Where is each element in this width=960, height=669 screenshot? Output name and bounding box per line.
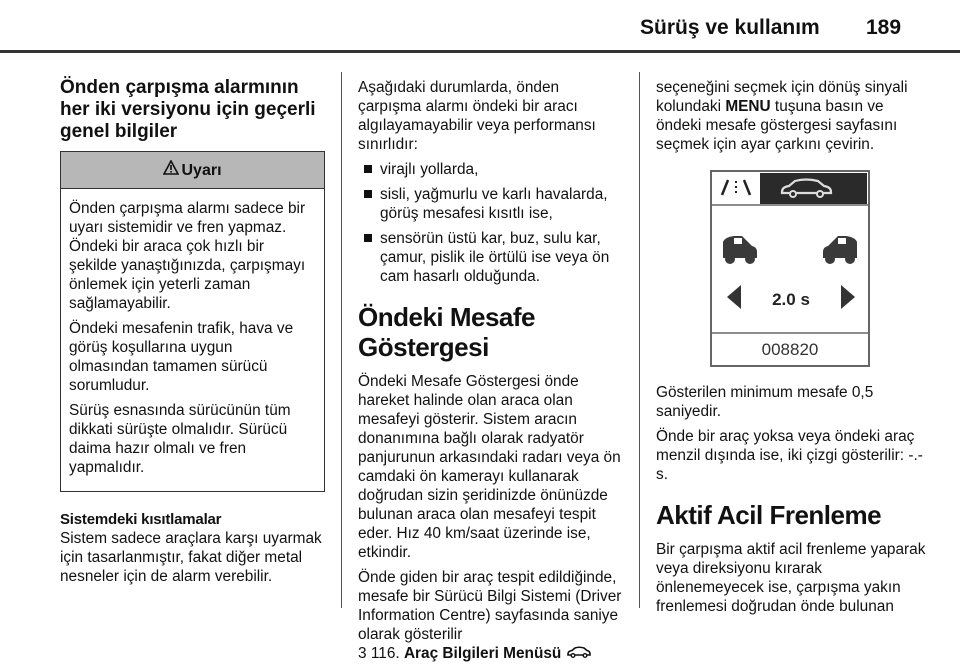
menu-instruction: seçeneğini seçmek için dönüş sinyali kolundaki MENU tuşuna basın ve öndeki mesafe göstergesi sayfasını seçmek için ayar çarkını çevirin. — [656, 79, 908, 153]
column-3 — [656, 78, 926, 622]
warning-triangle-icon — [163, 160, 179, 180]
distance-paragraph-1: Öndeki Mesafe Göstergesi önde hareket halinde olan araca olan mesafeyi gösterir. Sistem aracın donanımına bağlı olarak radyatör panjurunun arkasındaki radarı veya ön camdaki ön kamerayı kullanarak doğrudan sizin şeridinizde önünüzde bulunan araca olan mesafeyi tespit eder. Hız 40 km/saat üzerinde ise, etkindir. — [358, 373, 621, 561]
condition-list — [358, 160, 626, 286]
minimum-distance-text: Gösterilen minimum mesafe 0,5 saniyedir. — [656, 384, 874, 420]
distance-paragraph-2: Önde giden bir araç tespit edildiğinde, mesafe bir Sürücü Bilgi Sistemi (Driver Information Centre) sayfasında saniye olarak gösterilir 3 116. Araç Bilgileri Menüsü — [358, 569, 622, 662]
list-item: virajlı yollarda, — [358, 160, 626, 179]
limitations-text: Sistem sadece araçlara karşı uyarmak için tasarlanmıştır, fakat diğer metal nesneler için de alarm verebilir. — [60, 530, 322, 585]
section-heading-active-braking: Aktif Acil Frenleme — [656, 500, 882, 530]
active-page-tab — [760, 173, 867, 204]
column-divider-2 — [639, 72, 640, 608]
no-vehicle-text: Önde bir araç yoksa veya öndeki araç menzil dışında ise, iki çizgi gösterilir: -.- s. — [656, 428, 923, 483]
warning-label: Uyarı — [181, 161, 222, 179]
warning-header — [61, 152, 324, 189]
column-divider-1 — [341, 72, 342, 608]
section-heading-distance-indicator: Öndeki Mesafe Göstergesi — [358, 302, 536, 362]
distance-display-figure — [710, 170, 870, 367]
page-reference-arrow-icon: 3 — [358, 645, 367, 662]
warning-paragraph: Önden çarpışma alarmı sadece bir uyarı sistemidir ve fren yapmaz. Öndeki bir araca çok hızlı bir şekilde yanaştığınızda, çarpışmayı önlemek için yeterli zaman sağlamayabilir. — [69, 200, 306, 312]
page-reference-title[interactable]: Araç Bilgileri Menüsü — [403, 645, 562, 662]
page-number: 189 — [866, 16, 902, 39]
bullet-square-icon — [364, 190, 372, 198]
warning-paragraph: Öndeki mesafenin trafik, hava ve görüş koşullarına uygun olmasından tamamen sürücü sorumludur. — [69, 320, 294, 394]
menu-button-label: MENU — [725, 98, 771, 115]
car-outline-icon — [566, 644, 592, 663]
column-2 — [358, 78, 626, 669]
subheading-limitations: Sistemdeki kısıtlamalar — [60, 511, 222, 528]
warning-paragraph: Sürüş esnasında sürücünün tüm dikkati sürüşte olmalıdır. Sürücü daima hazır olmalı ve fren yapmalıdır. — [69, 402, 291, 476]
warning-body — [61, 189, 324, 491]
list-item: sisli, yağmurlu ve karlı havalarda, görüş mesafesi kısıtlı ise, — [358, 185, 626, 223]
header-rule — [0, 50, 960, 53]
warning-box — [60, 151, 325, 492]
intro-paragraph: Aşağıdaki durumlarda, önden çarpışma alarmı öndeki bir aracı algılayamayabilir veya performansı sınırlıdır: — [358, 79, 596, 153]
odometer-readout: 008820 — [761, 340, 819, 359]
header-title: Sürüş ve kullanım — [640, 16, 820, 39]
distance-readout: 2.0 s — [772, 290, 810, 309]
page-reference-number[interactable]: 116. — [370, 645, 400, 662]
column-1 — [60, 77, 325, 586]
bullet-square-icon — [364, 165, 372, 173]
section-heading-general: Önden çarpışma alarmının her iki versiyonu için geçerli genel bilgiler — [60, 77, 316, 142]
bullet-square-icon — [364, 234, 372, 242]
active-braking-text: Bir çarpışma aktif acil frenleme yaparak veya direksiyonu kırarak önlenemeyecek ise, çarpışma yakın frenlemesi doğrudan önde bulunan — [656, 541, 926, 615]
list-item: sensörün üstü kar, buz, sulu kar, çamur, pislik ile örtülü ise veya ön cam hasarlı olduğunda. — [358, 229, 626, 286]
